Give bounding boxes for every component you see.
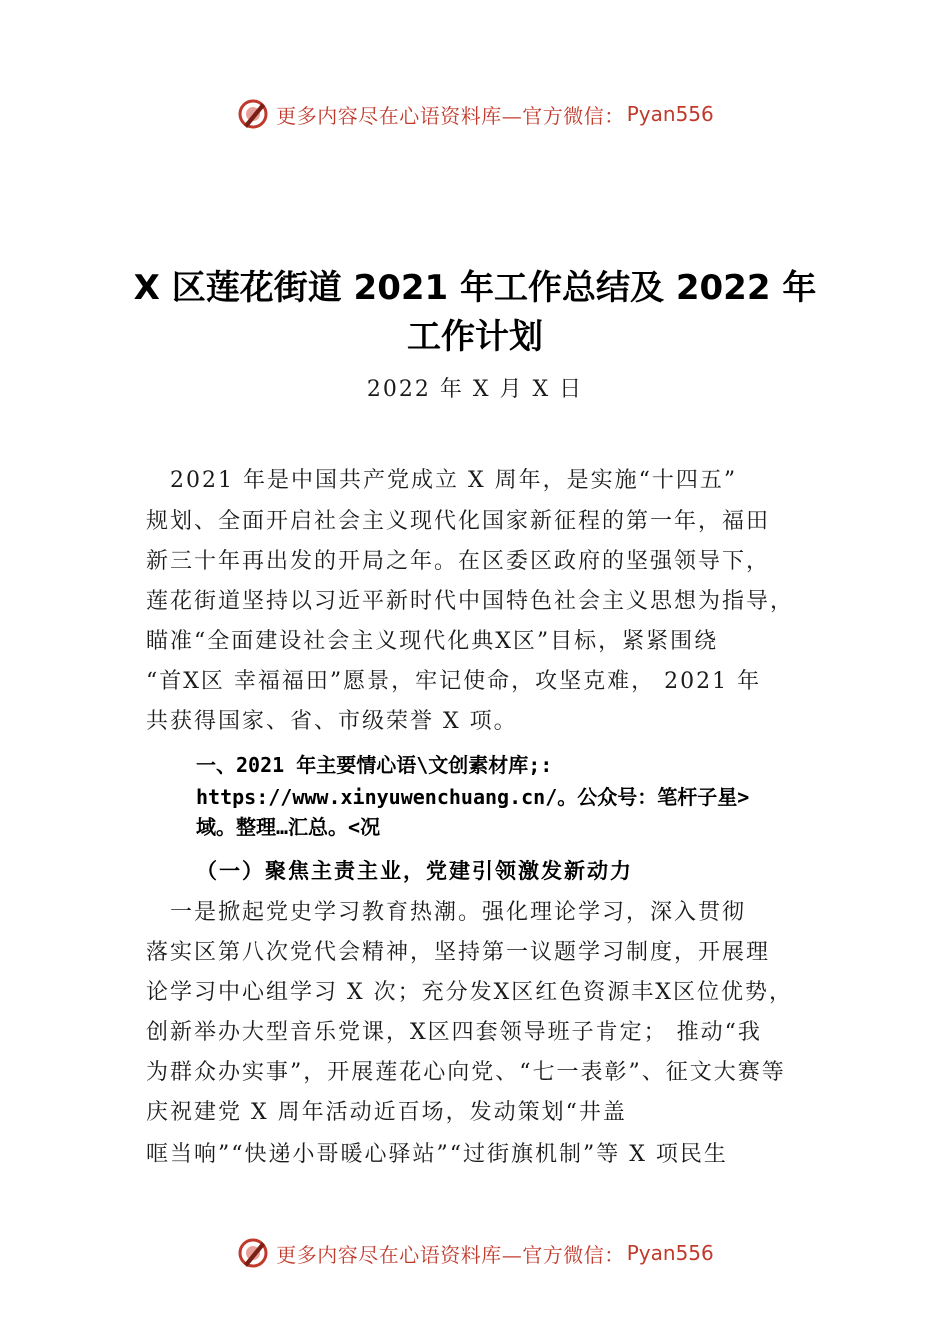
banner-text: 更多内容尽在心语资料库—官方微信： bbox=[276, 1242, 625, 1267]
header-banner bbox=[0, 94, 950, 134]
document-title-line-2: 工作计划 bbox=[407, 317, 543, 357]
intro-line: 莲花街道坚持以习近平新时代中国特色社会主义思想为指导， bbox=[146, 589, 795, 614]
body-line: 为群众办实事”，开展莲花心向党、“七一表彰”、征文大赛等 bbox=[146, 1060, 786, 1085]
section-heading-line: 一、2021 年主要情心语\文创素材库;: bbox=[196, 753, 553, 777]
body-line: 落实区第八次党代会精神，坚持第一议题学习制度，开展理 bbox=[146, 940, 771, 965]
intro-line: “首X区 幸福福田”愿景，牢记使命，攻坚克难， 2021 年 bbox=[146, 669, 762, 694]
section-heading-line: 域。整理…汇总。<况 bbox=[196, 815, 381, 839]
body-line: 论学习中心组学习 X 次；充分发X区红色资源丰X区位优势， bbox=[146, 980, 793, 1005]
intro-line: 新三十年再出发的开局之年。在区委区政府的坚强领导下， bbox=[146, 549, 771, 574]
document-date: 2022 年 X 月 X 日 bbox=[366, 377, 584, 402]
document-title-line-1: X 区莲花街道 2021 年工作总结及 2022 年 bbox=[133, 268, 817, 308]
body-line: 哐当响”“快递小哥暖心驿站”“过街旗机制”等 X 项民生 bbox=[146, 1142, 728, 1167]
body-line: 创新举办大型音乐党课，X区四套领导班子肯定； 推动“我 bbox=[146, 1020, 762, 1045]
body-line: 庆祝建党 X 周年活动近百场，发动策划“井盖 bbox=[146, 1100, 627, 1125]
body-line: 一是掀起党史学习教育热潮。强化理论学习，深入贯彻 bbox=[146, 900, 747, 925]
intro-line: 共获得国家、省、市级荣誉 X 项。 bbox=[146, 709, 518, 734]
intro-line: 瞄准“全面建设社会主义现代化典X区”目标，紧紧围绕 bbox=[146, 629, 719, 654]
banner-wechat-id: Pyan556 bbox=[626, 102, 714, 126]
footer-banner bbox=[0, 1233, 950, 1273]
section-heading-line: https://www.xinyuwenchuang.cn/。公众号：笔杆子星> bbox=[196, 785, 750, 809]
pen-seal-icon bbox=[236, 1236, 270, 1270]
intro-line: 2021 年是中国共产党成立 X 周年，是实施“十四五” bbox=[146, 468, 738, 493]
banner-wechat-id: Pyan556 bbox=[626, 1241, 714, 1265]
intro-line: 规划、全面开启社会主义现代化国家新征程的第一年，福田 bbox=[146, 509, 771, 534]
subsection-heading: （一）聚焦主责主业，党建引领激发新动力 bbox=[196, 858, 633, 883]
pen-seal-icon bbox=[236, 97, 270, 131]
banner-text: 更多内容尽在心语资料库—官方微信： bbox=[276, 103, 625, 128]
